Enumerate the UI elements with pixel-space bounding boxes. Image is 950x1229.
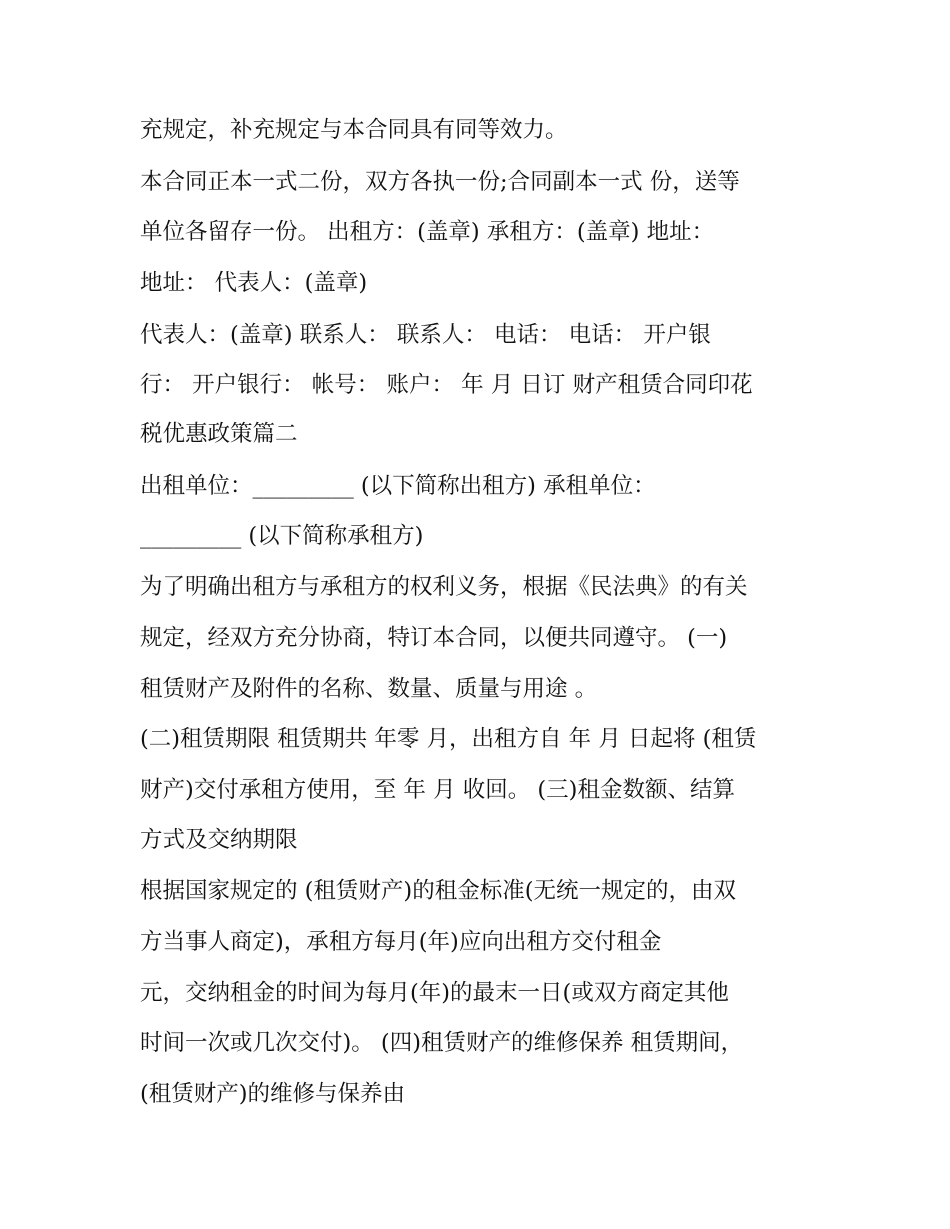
text-line: 租赁财产及附件的名称、数量、质量与用途 。	[140, 676, 598, 702]
text-line: 时间一次或几次交付)。 (四)租赁财产的维修保养 租赁期间，	[140, 1030, 744, 1056]
text-line: 方式及交纳期限	[140, 827, 298, 853]
text-line: 充规定，补充规定与本合同具有同等效力。	[140, 117, 568, 143]
text-line: 财产)交付承租方使用，至 年 月 收回。 (三)租金数额、结算	[140, 777, 735, 803]
text-line: 税优惠政策篇二	[140, 421, 298, 447]
text-line: _________ (以下简称承租方)	[140, 523, 424, 549]
text-line: 单位各留存一份。 出租方：(盖章) 承租方：(盖章) 地址：	[140, 219, 715, 245]
text-line: (二)租赁期限 租赁期共 年零 月，出租方自 年 月 日起将 (租赁	[140, 726, 757, 752]
text-line: 代表人：(盖章) 联系人： 联系人： 电话： 电话： 开户银	[140, 322, 711, 348]
text-line: 行： 开户银行： 帐号： 账户： 年 月 日订 财产租赁合同印花	[140, 372, 753, 398]
text-line: 规定，经双方充分协商，特订本合同，以便共同遵守。 (一)	[140, 625, 728, 651]
text-line: 地址： 代表人：(盖章)	[140, 270, 368, 296]
text-line: 本合同正本一式二份，双方各执一份;合同副本一式 份，送等	[140, 169, 740, 195]
text-line: 出租单位：_________ (以下简称出租方) 承租单位：	[140, 473, 656, 499]
text-line: 方当事人商定)，承租方每月(年)应向出租方交付租金	[140, 929, 662, 955]
text-line: 根据国家规定的 (租赁财产)的租金标准(无统一规定的，由双	[140, 878, 736, 904]
text-line: (租赁财产)的维修与保养由	[140, 1081, 406, 1107]
text-line: 为了明确出租方与承租方的权利义务，根据《民法典》的有关	[140, 574, 748, 600]
text-line: 元，交纳租金的时间为每月(年)的最末一日(或双方商定其他	[140, 980, 729, 1006]
